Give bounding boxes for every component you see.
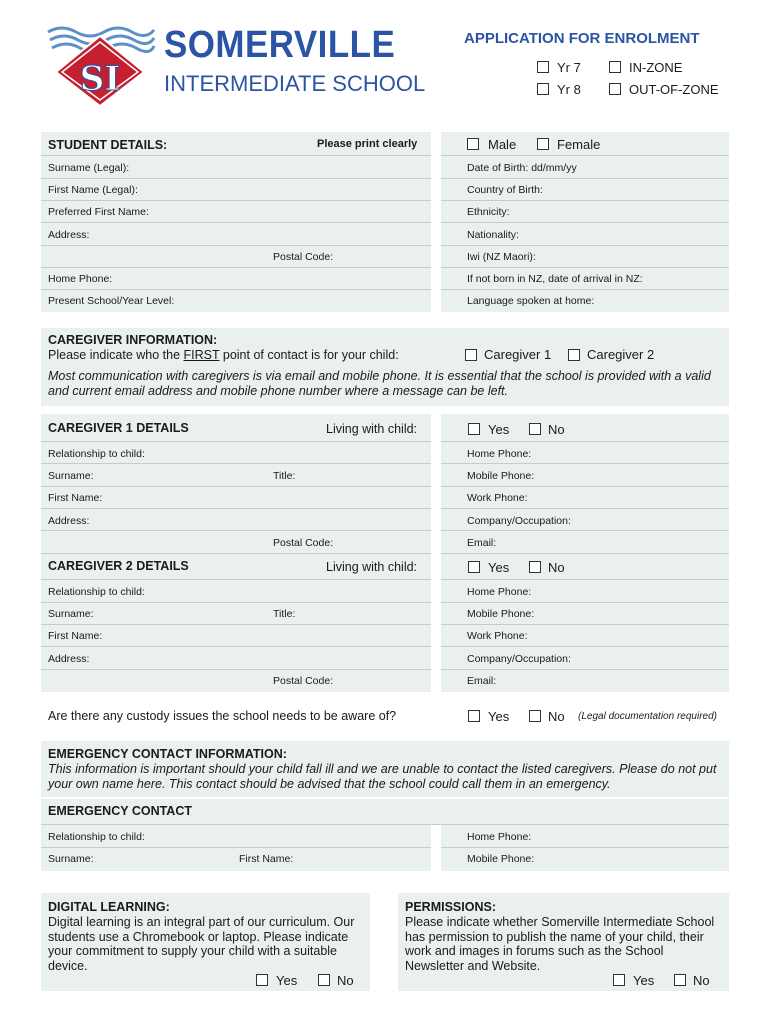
form-title: APPLICATION FOR ENROLMENT xyxy=(464,30,700,47)
logo-crest-icon xyxy=(44,20,156,108)
cg2-relationship-field[interactable]: Relationship to child: xyxy=(48,586,145,598)
custody-yes-label: Yes xyxy=(488,709,510,724)
preferred-name-field[interactable]: Preferred First Name: xyxy=(48,206,149,218)
cg2-title-field[interactable]: Title: xyxy=(273,608,296,620)
out-zone-checkbox[interactable] xyxy=(609,83,621,95)
language-field[interactable]: Language spoken at home: xyxy=(467,295,595,307)
nationality-field[interactable]: Nationality: xyxy=(467,229,519,241)
home-phone-field[interactable]: Home Phone: xyxy=(48,273,113,285)
emergency-surname-field[interactable]: Surname: xyxy=(48,853,94,865)
cg1-title-field[interactable]: Title: xyxy=(273,470,296,482)
cg2-address-field[interactable]: Address: xyxy=(48,653,90,665)
first-contact-text-a: Please indicate who the xyxy=(48,348,184,362)
cg2-postal-code-field[interactable]: Postal Code: xyxy=(273,675,334,687)
cg2-email-field[interactable]: Email: xyxy=(467,675,497,687)
caregiver1-living-no-checkbox[interactable] xyxy=(529,423,541,435)
ethnicity-field[interactable]: Ethnicity: xyxy=(467,206,510,218)
custody-legal-note: (Legal documentation required) xyxy=(578,711,717,722)
postal-code-field[interactable]: Postal Code: xyxy=(273,251,334,263)
column-divider xyxy=(431,132,441,312)
cg1-first-name-field[interactable]: First Name: xyxy=(48,492,103,504)
caregiver2-living-yes-label: Yes xyxy=(488,560,510,575)
caregiver1-living-yes-label: Yes xyxy=(488,422,510,437)
emergency-first-name-field[interactable]: First Name: xyxy=(239,853,294,865)
caregiver1-living-no-label: No xyxy=(548,422,565,437)
permissions-no-label: No xyxy=(693,973,710,988)
caregiver1-living-label: Living with child: xyxy=(326,422,418,436)
caregiver1-contact-checkbox[interactable] xyxy=(465,349,477,361)
school-name: SOMERVILLE xyxy=(164,24,396,66)
permissions-title: PERMISSIONS: xyxy=(405,900,496,914)
digital-learning-title: DIGITAL LEARNING: xyxy=(48,900,170,914)
caregiver2-contact-label: Caregiver 2 xyxy=(587,347,655,362)
column-divider xyxy=(431,824,441,871)
yr8-checkbox[interactable] xyxy=(537,83,549,95)
surname-legal-field[interactable]: Surname (Legal): xyxy=(48,162,130,174)
caregiver-info-title: CAREGIVER INFORMATION: xyxy=(48,333,218,347)
cg1-relationship-field[interactable]: Relationship to child: xyxy=(48,448,145,460)
custody-yes-checkbox[interactable] xyxy=(468,710,480,722)
emergency-info-title: EMERGENCY CONTACT INFORMATION: xyxy=(48,747,287,761)
emergency-home-phone-field[interactable]: Home Phone: xyxy=(467,831,532,843)
dob-field[interactable]: Date of Birth: dd/mm/yy xyxy=(467,162,577,174)
communication-note: Most communication with caregivers is via email and mobile phone. It is essential that the school is provided with a valid and current email address and mobile phone number where a message can be left. xyxy=(48,369,711,398)
first-contact-question xyxy=(48,348,399,362)
custody-no-label: No xyxy=(548,709,565,724)
emergency-relationship-field[interactable]: Relationship to child: xyxy=(48,831,145,843)
digital-no-checkbox[interactable] xyxy=(318,974,330,986)
caregiver1-contact-label: Caregiver 1 xyxy=(484,347,552,362)
yr7-checkbox[interactable] xyxy=(537,61,549,73)
digital-yes-label: Yes xyxy=(276,973,298,988)
emergency-mobile-phone-field[interactable]: Mobile Phone: xyxy=(467,853,535,865)
custody-question: Are there any custody issues the school needs to be aware of? xyxy=(48,709,397,723)
cg2-occupation-field[interactable]: Company/Occupation: xyxy=(467,653,571,665)
svg-text:SI: SI xyxy=(79,59,121,99)
caregiver2-title: CAREGIVER 2 DETAILS xyxy=(48,559,189,573)
female-label: Female xyxy=(557,137,601,152)
school-subtitle: INTERMEDIATE SCHOOL xyxy=(164,71,426,96)
caregiver2-living-no-label: No xyxy=(548,560,565,575)
caregiver2-living-yes-checkbox[interactable] xyxy=(468,561,480,573)
caregiver1-title: CAREGIVER 1 DETAILS xyxy=(48,421,189,435)
iwi-field[interactable]: Iwi (NZ Maori): xyxy=(467,251,536,263)
country-of-birth-field[interactable]: Country of Birth: xyxy=(467,184,543,196)
cg2-work-phone-field[interactable]: Work Phone: xyxy=(467,630,528,642)
school-logo xyxy=(44,20,156,108)
custody-no-checkbox[interactable] xyxy=(529,710,541,722)
male-checkbox[interactable] xyxy=(467,138,479,150)
arrival-date-field[interactable]: If not born in NZ, date of arrival in NZ: xyxy=(467,273,643,285)
column-divider xyxy=(431,414,441,553)
cg1-home-phone-field[interactable]: Home Phone: xyxy=(467,448,532,460)
permissions-no-checkbox[interactable] xyxy=(674,974,686,986)
cg1-postal-code-field[interactable]: Postal Code: xyxy=(273,537,334,549)
emergency-info-note: This information is important should your child fall ill and we are unable to contact the listed caregivers. Please do not put your own name here. This contact should be advised that the school could call them in an emergency. xyxy=(48,762,717,791)
caregiver2-living-no-checkbox[interactable] xyxy=(529,561,541,573)
present-school-field[interactable]: Present School/Year Level: xyxy=(48,295,175,307)
digital-learning-text: Digital learning is an integral part of our curriculum. Our students use a Chromebook or laptop. Please indicate your commitment to supply your child with a suitable device. xyxy=(48,915,355,974)
first-name-legal-field[interactable]: First Name (Legal): xyxy=(48,184,138,196)
cg1-address-field[interactable]: Address: xyxy=(48,515,90,527)
cg2-home-phone-field[interactable]: Home Phone: xyxy=(467,586,532,598)
permissions-yes-label: Yes xyxy=(633,973,655,988)
cg2-first-name-field[interactable]: First Name: xyxy=(48,630,103,642)
print-note: Please print clearly xyxy=(317,138,418,150)
permissions-text: Please indicate whether Somerville Intermediate School has permission to publish the name of your child, their work and images in forums such as the School Newsletter and Website. xyxy=(405,915,715,974)
first-contact-emph: FIRST xyxy=(183,348,220,362)
cg2-surname-field[interactable]: Surname: xyxy=(48,608,94,620)
cg1-surname-field[interactable]: Surname: xyxy=(48,470,94,482)
yr8-label: Yr 8 xyxy=(557,82,581,97)
caregiver2-living-label: Living with child: xyxy=(326,560,418,574)
out-zone-label: OUT-OF-ZONE xyxy=(629,82,719,97)
female-checkbox[interactable] xyxy=(537,138,549,150)
emergency-contact-title: EMERGENCY CONTACT xyxy=(48,804,192,818)
caregiver2-contact-checkbox[interactable] xyxy=(568,349,580,361)
permissions-yes-checkbox[interactable] xyxy=(613,974,625,986)
cg1-occupation-field[interactable]: Company/Occupation: xyxy=(467,515,571,527)
cg1-work-phone-field[interactable]: Work Phone: xyxy=(467,492,528,504)
cg1-email-field[interactable]: Email: xyxy=(467,537,497,549)
student-details-title: STUDENT DETAILS: xyxy=(48,138,168,152)
first-contact-text-b: point of contact is for your child: xyxy=(219,348,399,362)
in-zone-checkbox[interactable] xyxy=(609,61,621,73)
digital-yes-checkbox[interactable] xyxy=(256,974,268,986)
caregiver1-living-yes-checkbox[interactable] xyxy=(468,423,480,435)
digital-no-label: No xyxy=(337,973,354,988)
cg2-mobile-phone-field[interactable]: Mobile Phone: xyxy=(467,608,535,620)
male-label: Male xyxy=(488,137,517,152)
yr7-label: Yr 7 xyxy=(557,60,581,75)
column-divider xyxy=(431,553,441,692)
in-zone-label: IN-ZONE xyxy=(629,60,683,75)
address-field[interactable]: Address: xyxy=(48,229,90,241)
cg1-mobile-phone-field[interactable]: Mobile Phone: xyxy=(467,470,535,482)
